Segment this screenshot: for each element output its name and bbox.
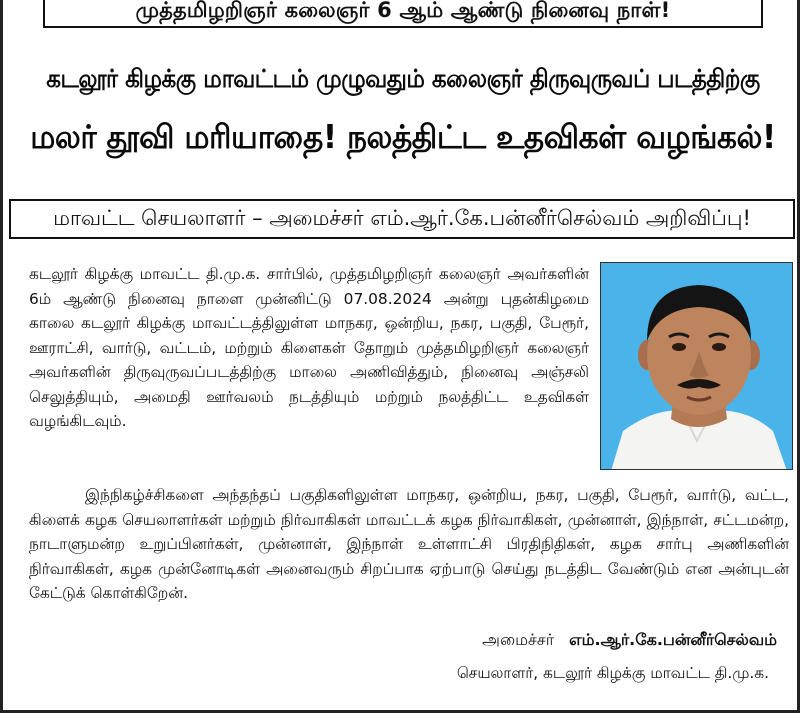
memorial-banner	[43, 0, 763, 28]
signature-line	[482, 630, 777, 651]
signature-title: செயலாளர், கடலூர் கிழக்கு மாவட்ட தி.மு.க.	[456, 664, 769, 682]
announcement-subheadline: மாவட்ட செயலாளர் – அமைச்சர் எம்.ஆர்.கே.பன்னீர்செல்வம் அறிவிப்பு!	[53, 205, 751, 230]
body-paragraph-2-text: இந்நிகழ்ச்சிகளை அந்தந்தப் பகுதிகளிலுள்ள மாநகர, ஒன்றிய, நகர, பகுதி, பேரூர், வார்டு, வட்ட, கிளைக் கழக செயலாளர்கள் மற்றும் நிர்வாகிகள் மாவட்டக் கழக நிர்வாகிகள், முன்னாள், இந்நாள், சட்டமன்ற, நாடாளுமன்ற உறுப்பினர்கள், முன்னாள், இந்நாள் உள்ளாட்சி பிரதிநிதிகள், கழக சார்பு அணிகளின் நிர்வாகிகள், கழக முன்னோடிகள் அனைவரும் சிறப்பாக ஏற்பாடு செய்து நடத்திட வேண்டும் என அன்புடன் கேட்டுக் கொள்கிறேன்.	[29, 486, 789, 602]
portrait-photo	[600, 262, 793, 470]
signature-role: அமைச்சர்	[482, 630, 555, 649]
body-paragraph-2	[29, 483, 789, 606]
memorial-banner-text: முத்தமிழறிஞர் கலைஞர் 6 ஆம் ஆண்டு நினைவு நாள்!	[135, 0, 671, 22]
announcement-subheadline-box	[9, 199, 795, 239]
headline-line-1: கடலூர் கிழக்கு மாவட்டம் முழுவதும் கலைஞர் திருவுருவப் படத்திற்கு	[46, 64, 760, 93]
headline-line-2: மலர் தூவி மரியாதை! நலத்திட்ட உதவிகள் வழங்கல்!	[30, 118, 776, 156]
signature-name: எம்.ஆர்.கே.பன்னீர்செல்வம்	[569, 630, 777, 649]
person-photo-icon	[601, 263, 793, 470]
body-paragraph-1: கடலூர் கிழக்கு மாவட்ட தி.மு.க. சார்பில், முத்தமிழறிஞர் கலைஞர் அவர்களின் 6ம் ஆண்டு நினைவு நாளை முன்னிட்டு 07.08.2024 அன்று புதன்கிழமை காலை கடலூர் கிழக்கு மாவட்டத்திலுள்ள மாநகர, ஒன்றிய, நகர, பகுதி, பேரூர், ஊராட்சி, வார்டு, வட்டம், மற்றும் கிளைகள் தோறும் முத்தமிழறிஞர் கலைஞர் அவர்களின் திருவுருவப்படத்திற்கு மாலை அணிவித்தும், நினைவு அஞ்சலி செலுத்தியும், அமைதி ஊர்வலம் நடத்தியும் மற்றும் நலத்திட்ட உதவிகள் வழங்கிடவும்.	[29, 265, 589, 430]
